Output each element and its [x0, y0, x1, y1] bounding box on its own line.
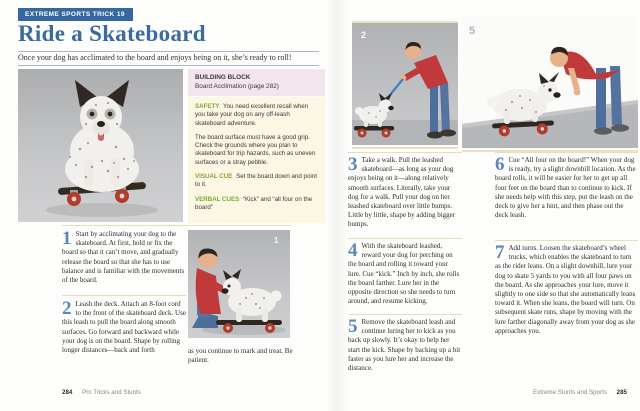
step-7-text: Add turns. Loosen the skateboard’s wheel trucks, which enables the skateboard to turn as the rider leans. On a slight downhill, lure your dog to skate 5 yards to you with all four paws on the board. As she approaches your lure, move it slightly to one side so that she automatically leans toward it. When she leans, the board will turn. On subsequent skate runs, shape by moving with the lure farther diagonally away from your dog as she approaches you. — [495, 244, 636, 335]
step-4 — [348, 242, 462, 306]
step-5-text: Remove the skateboard leash and continue luring her to kick as you back up slowly. It’s okay to help her start the kick. Shape by backing up a bit faster as you lure her and increase the distance. — [348, 318, 461, 373]
verbal-cues-text: “Kick” and “all four on the board” — [195, 195, 313, 211]
step-3 — [348, 156, 462, 230]
step-5-number: 5 — [348, 316, 358, 337]
step-2-continuation: as you continue to mark and treat. Be patient. — [188, 347, 293, 365]
photo-2-illustration — [352, 23, 458, 145]
safety-label: SAFETY — [195, 103, 220, 110]
subtitle-rule — [18, 65, 319, 66]
visual-cue-note — [195, 173, 318, 190]
cue-box — [188, 97, 325, 223]
safety-text: You need excellent recall when you take your dog on any off-leash skateboard adventure. — [195, 103, 309, 127]
trick-banner: EXTREME SPORTS TRICK 19 — [18, 8, 133, 21]
photo-1-number: 1 — [274, 236, 279, 245]
step-2 — [62, 300, 186, 355]
step-7-number: 7 — [495, 242, 505, 263]
photo-5-number: 5 — [469, 25, 476, 37]
step-3-number: 3 — [348, 154, 358, 175]
hero-photo-illustration — [18, 69, 183, 222]
hero-photo-dog-on-skateboard — [18, 69, 183, 222]
section-name-left: Pro Tricks and Stunts — [82, 389, 141, 396]
photo-2-number: 2 — [361, 30, 367, 40]
step-4-text: With the skateboard leashed, reward your dog for perching on the board and rolling it toward your lure. Cue “kick.” Inch by inch, she rolls the board farther. Lure her in the opposite direction so she needs to turn around, and resume kicking. — [348, 242, 460, 306]
photo-1-illustration — [188, 230, 290, 338]
photo-step-1 — [188, 230, 290, 338]
step-2-text: Leash the deck. Attach an 8-foot cord to the front of the skateboard deck. Use this leash to pull the board along smooth surfaces. Go forward and backward while your dog is on the board. Shape by rolling longer distances—back and forth — [62, 300, 186, 355]
step-5 — [348, 318, 462, 373]
title-rule — [18, 51, 319, 52]
step-6 — [495, 156, 638, 220]
step-7 — [495, 244, 638, 336]
page-subtitle: Once your dog has acclimated to the board and enjoys being on it, she’s ready to roll! — [18, 53, 292, 62]
step-divider — [495, 152, 638, 153]
step-1 — [62, 230, 186, 285]
step-divider — [348, 238, 462, 239]
step-divider — [62, 295, 186, 296]
footer-right — [430, 389, 627, 396]
section-name-right: Extreme Stunts and Sports — [532, 389, 607, 396]
footer-left — [62, 389, 141, 396]
photo-step-5 — [462, 16, 638, 152]
visual-cue-text: Set the board down and point to it. — [195, 173, 317, 189]
page-number-left: 284 — [62, 389, 73, 396]
visual-cue-label: VISUAL CUE — [195, 173, 233, 181]
safety-note — [195, 103, 318, 128]
building-block-box — [188, 69, 325, 96]
step-1-number: 1 — [62, 228, 72, 249]
step-2-number: 2 — [62, 298, 72, 319]
photo-step-2 — [352, 21, 458, 149]
step-1-text: Start by acclimating your dog to the skateboard. At first, hold or fix the board so that it can’t move, and gradually release the board so that she has to use balance and is familiar with the movements of the board. — [62, 230, 185, 285]
section-divider — [62, 225, 290, 226]
building-block-label: BUILDING BLOCK — [195, 74, 251, 81]
safety-note-2: The board surface must have a good grip. Check the grounds where you plan to skateboard for trip hazards, such as uneven surfaces or a stray pebble. — [195, 133, 316, 166]
step-divider — [348, 314, 462, 315]
page-number-right: 285 — [616, 389, 627, 396]
step-3-text: Take a walk. Pull the leashed skateboard—as long as your dog enjoys being on it—along relatively smooth surfaces. Literally, take your dog for a walk. Pull your dog on her leashed skateboard over little bumps. Little by little, shape by adding bigger bumps. — [348, 156, 456, 229]
step-6-number: 6 — [495, 154, 505, 175]
photo-5-illustration — [462, 16, 638, 148]
step-6-text: Cue “All four on the board!” When your dog is ready, try a slight downhill location. As the board rolls, it will be easier for her to get up all four feet on the board than to continue to kick. If she needs help with this step, put the leash on the deck to give her a hint, and then phase out the deck leash. — [495, 156, 636, 220]
step-divider — [348, 152, 462, 153]
verbal-cues-label: VERBAL CUES — [195, 195, 240, 203]
building-block-value: Board Acclimation (page 282) — [195, 82, 279, 90]
verbal-cues-note — [195, 196, 318, 213]
page-title: Ride a Skateboard — [18, 21, 206, 46]
step-divider — [495, 240, 638, 241]
step-4-number: 4 — [348, 240, 358, 261]
page-gutter — [327, 0, 347, 411]
